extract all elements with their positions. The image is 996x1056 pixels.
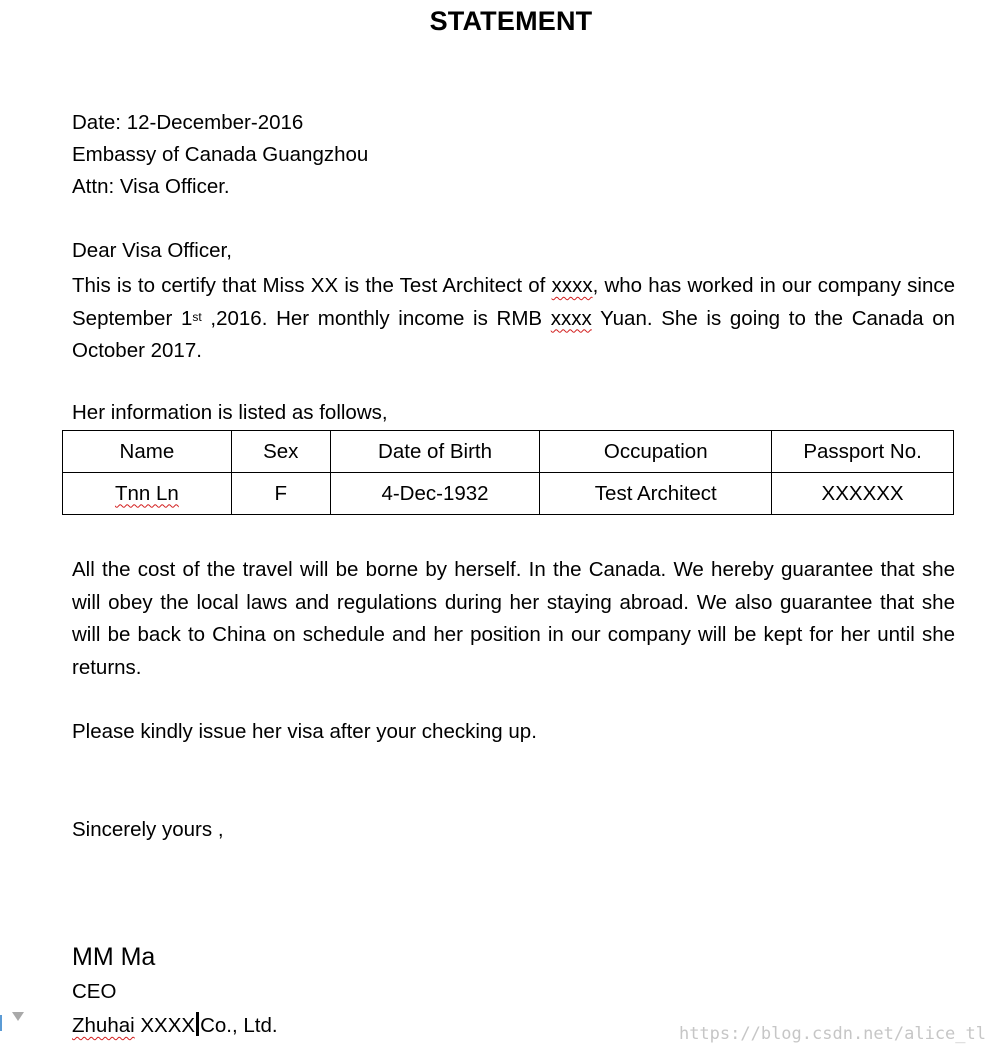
table-header-cell: Sex: [231, 431, 330, 473]
signature-company[interactable]: [72, 1012, 278, 1038]
request-line: Please kindly issue her visa after your checking up.: [72, 720, 537, 743]
company-placeholder: xxxx: [551, 274, 593, 297]
date-line: Date: 12-December-2016: [72, 111, 304, 134]
table-header-row: [63, 431, 954, 473]
table-cell-name: [63, 473, 232, 515]
recipient-line: Embassy of Canada Guangzhou: [72, 143, 369, 166]
company-city: Zhuhai: [72, 1014, 135, 1037]
signature-name: MM Ma: [72, 943, 156, 971]
table-cell-occupation: Test Architect: [540, 473, 772, 515]
income-placeholder: xxxx: [550, 306, 592, 330]
table-row: [63, 473, 954, 515]
intro-paragraph: [72, 270, 955, 368]
name-value: Tnn Ln: [114, 481, 179, 505]
document-title: STATEMENT: [429, 6, 593, 36]
salutation: Dear Visa Officer,: [72, 239, 232, 262]
intro-text-4: Yuan. She is going to the Canada on October 2017.: [72, 306, 956, 362]
company-name: XXXX: [134, 1014, 196, 1037]
company-suffix: Co., Ltd.: [200, 1014, 278, 1037]
intro-text-1: This is to certify that Miss XX is the Test Architect of: [72, 274, 552, 297]
watermark: https://blog.csdn.net/alice_tl: [678, 1024, 986, 1044]
closing-line: Sincerely yours ,: [72, 818, 224, 841]
info-table: [62, 430, 954, 515]
intro-text-3: ,2016. Her monthly income is RMB: [201, 306, 551, 330]
signature-title: CEO: [72, 980, 117, 1003]
table-cell-passport: XXXXXX: [772, 473, 954, 515]
attn-line: Attn: Visa Officer.: [72, 175, 230, 198]
info-intro: Her information is listed as follows,: [72, 401, 388, 424]
intro-text-2: , who has worked in our company since September 1: [72, 274, 955, 330]
table-header-cell: Name: [63, 431, 232, 473]
text-cursor: [196, 1012, 199, 1036]
table-header-cell: Passport No.: [772, 431, 954, 473]
table-cell-dob: 4-Dec-1932: [330, 473, 540, 515]
table-cell-sex: F: [231, 473, 330, 515]
margin-marker: [0, 1015, 2, 1031]
dropdown-triangle-icon[interactable]: [12, 1012, 24, 1021]
table-header-cell: Occupation: [540, 431, 772, 473]
table-header-cell: Date of Birth: [330, 431, 540, 473]
ordinal-suffix: st: [192, 309, 202, 324]
guarantee-paragraph: All the cost of the travel will be borne by herself. In the Canada. We hereby guarantee that she will obey the local laws and regulations during her staying abroad. We also guarantee that she will be back to China on schedule and her position in our company will be kept for her until she returns.: [72, 558, 955, 679]
